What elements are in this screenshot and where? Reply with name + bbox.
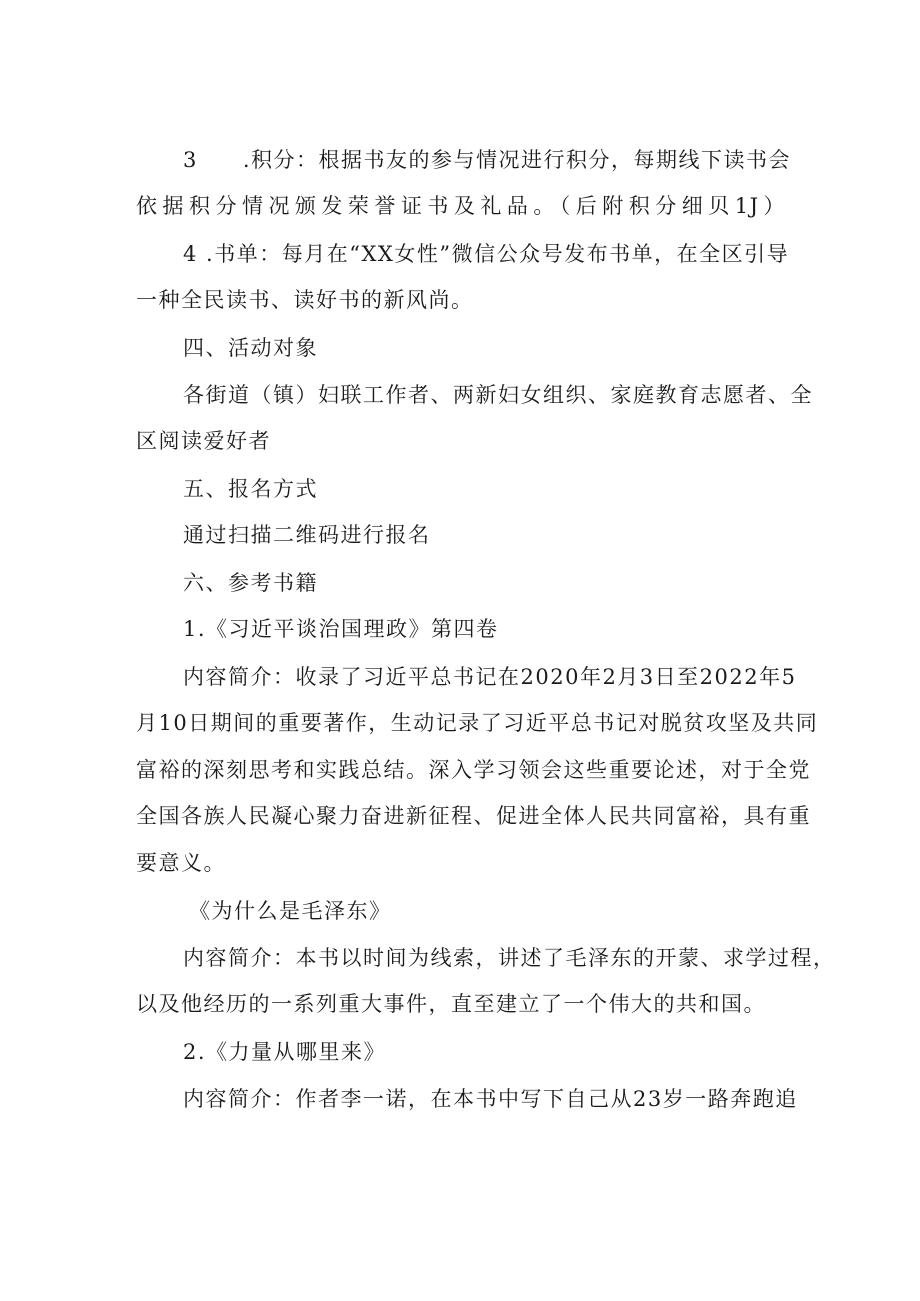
paragraph-points-line-1: 3 .积分：根据书友的参与情况进行积分，每期线下读书会 [183,148,792,172]
book-title-2: 2.《力量从哪里来》 [183,1040,387,1064]
book-mao-summary-line-2: 以及他经历的一系列重大事件，直至建立了一个伟大的共和国。 [136,992,766,1016]
book-1-summary-line-3: 富裕的深刻思考和实践总结。深入学习领会这些重要论述，对于全党 [136,758,811,782]
book-title-1: 1.《习近平谈治国理政》第四卷 [183,617,499,641]
heading-registration: 五、报名方式 [183,477,318,501]
book-1-summary-line-1: 内容简介：收录了习近平总书记在2020年2月3日至2022年5 [183,665,797,689]
book-1-summary-line-4: 全国各族人民凝心聚力奋进新征程、促进全体人民共同富裕，具有重 [136,804,811,828]
book-mao-summary-line-1: 内容简介：本书以时间为线索，讲述了毛泽东的开蒙、求学过程， [183,946,836,970]
book-1-summary-line-5: 要意义。 [136,851,226,875]
heading-activity-target: 四、活动对象 [183,336,318,360]
heading-reference-books: 六、参考书籍 [183,571,318,595]
paragraph-booklist-line-1: 4 .书单：每月在“XX女性”微信公众号发布书单，在全区引导 [183,242,790,266]
paragraph-registration: 通过扫描二维码进行报名 [183,523,431,547]
book-2-summary-line-1: 内容简介：作者李一诺，在本书中写下自己从23岁一路奔跑追 [183,1087,798,1111]
book-title-mao: 《为什么是毛泽东》 [189,899,392,923]
paragraph-target-line-1: 各街道（镇）妇联工作者、两新妇女组织、家庭教育志愿者、全 [183,383,813,407]
paragraph-booklist-line-2: 一种全民读书、读好书的新风尚。 [136,288,474,312]
paragraph-points-line-2: 依据积分情况颁发荣誉证书及礼品。（后附积分细贝1J） [136,194,786,218]
paragraph-target-line-2: 区阅读爱好者 [136,429,271,453]
book-1-summary-line-2: 月10日期间的重要著作，生动记录了习近平总书记对脱贫攻坚及共同 [136,711,819,735]
